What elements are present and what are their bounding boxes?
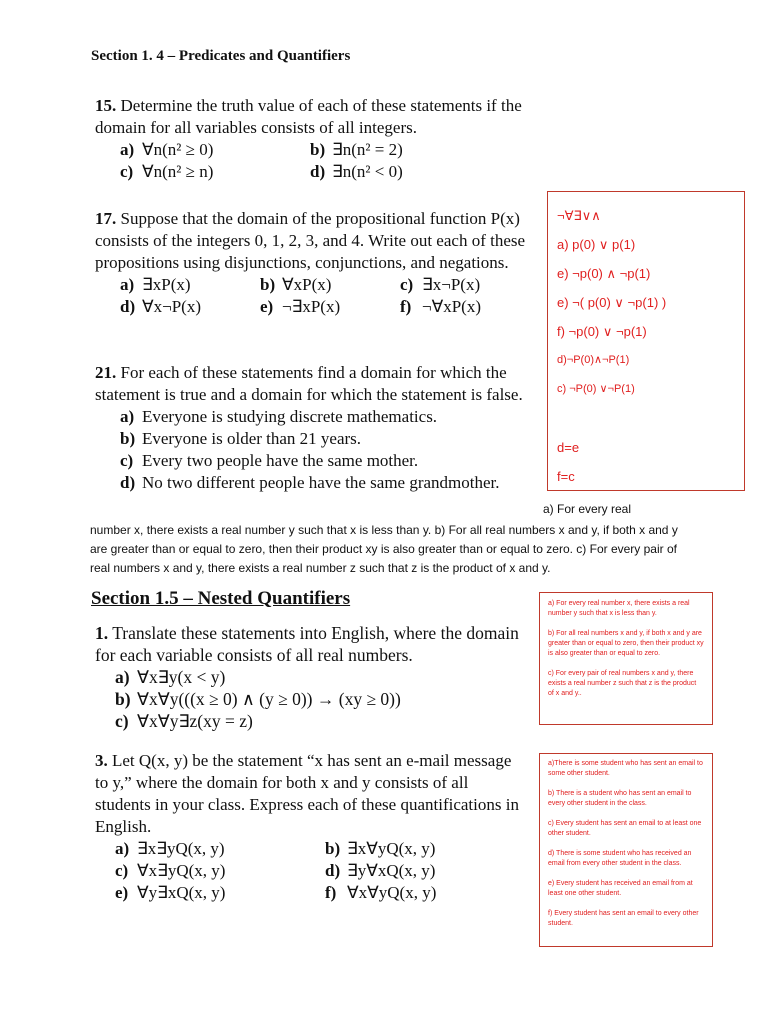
item-label: c) [400, 275, 414, 294]
answer-box-3 [539, 753, 713, 947]
item-label: b) [260, 275, 276, 294]
item-expr: ∀x¬P(x) [142, 297, 201, 316]
problem-text: Suppose that the domain of the propositional function P(x) consists of the integers 0, 1, 2, 3, and 4. Write out each of these propositions using disjunctions, conjunctions, and negations. [95, 209, 526, 272]
item-expr: ∃n(n² = 2) [332, 140, 403, 159]
item-label: d) [310, 162, 326, 181]
item-expr: ¬∀xP(x) [422, 297, 481, 316]
item-text: No two different people have the same grandmother. [142, 473, 500, 492]
item-label: c) [120, 162, 134, 181]
item-expr: ∃y∀xQ(x, y) [347, 861, 436, 880]
answer-line: f) ¬p(0) ∨ ¬p(1) [557, 324, 647, 339]
item-text: Every two people have the same mother. [142, 451, 419, 470]
answer-line: b) There is a student who has sent an email to every other student in the class. [548, 790, 692, 807]
item-label: e) [260, 297, 274, 316]
problem-1 [95, 622, 525, 732]
problem-number: 1. [95, 623, 109, 643]
item-label: a) [120, 140, 135, 159]
item-label: b) [310, 140, 326, 159]
section-heading-1-4: Section 1. 4 – Predicates and Quantifiers [91, 48, 351, 64]
item-expr: ∀n(n² ≥ 0) [142, 140, 214, 159]
item-label: f) [400, 297, 412, 316]
item-label: a) [115, 667, 130, 687]
problem-text: Translate these statements into English, where the domain for each variable consists of all real numbers. [95, 623, 519, 665]
answer-line: d=e [557, 440, 580, 455]
problem-number: 15. [95, 96, 117, 115]
item-expr: ∀xP(x) [282, 275, 332, 294]
item-label: a) [115, 839, 130, 858]
item-label: b) [120, 429, 136, 448]
answer-line: c) Every student has sent an email to at least one other student. [548, 820, 702, 837]
answer-line: ¬∀∃∨∧ [557, 208, 601, 223]
item-label: c) [115, 861, 129, 880]
item-expr: ∀x∃yQ(x, y) [137, 861, 226, 880]
problem-number: 21. [95, 363, 117, 382]
answer-line: e) ¬( p(0) ∨ ¬p(1) ) [557, 295, 667, 310]
answer-line: e) ¬p(0) ∧ ¬p(1) [557, 266, 651, 281]
problem-21 [95, 362, 535, 494]
item-label: c) [115, 711, 129, 731]
problem-17 [95, 208, 533, 318]
inline-answer-start: a) For every real [543, 502, 632, 516]
problem-text: For each of these statements find a domain for which the statement is true and a domain for which the statement is false. [95, 363, 523, 404]
problem-number: 17. [95, 209, 117, 228]
answer-line: a) p(0) ∨ p(1) [557, 237, 636, 252]
answer-line [557, 404, 666, 433]
answer-line: f=c [557, 469, 575, 484]
item-label: d) [120, 297, 136, 316]
item-expr: ∃x¬P(x) [422, 275, 481, 294]
answer-box-1 [539, 592, 713, 725]
item-label: b) [115, 689, 131, 709]
answer-line: e) Every student has received an email from at least one other student. [548, 880, 693, 897]
answer-line: b) For all real numbers x and y, if both x and y are greater than or equal to zero, then their product xy is also greater than or equal to zero. [548, 630, 704, 657]
answer-line: d)¬P(0)∧¬P(1) [557, 354, 630, 366]
answer-line: a)There is some student who has sent an email to some other student. [548, 760, 703, 777]
item-text: Everyone is older than 21 years. [142, 429, 362, 448]
item-expr: ∀n(n² ≥ n) [142, 162, 214, 181]
problem-text: Let Q(x, y) be the statement “x has sent an e-mail message to y,” where the domain for both x and y consists of all students in your class. Express each of these quantifications in English. [95, 751, 519, 836]
section-heading-1-5: Section 1.5 – Nested Quantifiers [91, 588, 351, 609]
inline-answer-paragraph: number x, there exists a real number y such that x is less than y. b) For all real numbers x and y, if both x and y are greater than or equal to zero, then their product xy is also greater than or equal to zero. c) For every pair of real numbers x and y, there exists a real number z such that z is the product of x and y. [90, 523, 678, 575]
answer-line: d) There is some student who has received an email from every other student in the class. [548, 850, 692, 867]
item-label: b) [325, 839, 341, 858]
problem-3 [95, 750, 525, 904]
item-label: a) [120, 275, 135, 294]
item-expr: ∃x∀yQ(x, y) [347, 839, 436, 858]
item-expr: ∀y∃xQ(x, y) [137, 883, 226, 902]
item-label: e) [115, 883, 129, 902]
item-expr: ∃n(n² < 0) [332, 162, 403, 181]
item-expr: ∃x∃yQ(x, y) [137, 839, 225, 858]
problem-15 [95, 95, 535, 183]
item-expr: ¬∃xP(x) [282, 297, 341, 316]
item-expr: ∀x∀y∃z(xy = z) [137, 711, 253, 731]
answer-line: c) For every pair of real numbers x and y, there exists a real number z such that z is the product of x and y.. [548, 670, 697, 697]
answer-box-17 [547, 191, 745, 491]
item-label: f) [325, 883, 337, 902]
answer-line: f) Every student has sent an email to every other student. [548, 910, 699, 927]
item-expr: ∀x∀yQ(x, y) [347, 883, 437, 902]
item-label: d) [325, 861, 341, 880]
item-expr: ∃xP(x) [142, 275, 191, 294]
problem-text: Determine the truth value of each of these statements if the domain for all variables consists of all integers. [95, 96, 522, 137]
item-expr: ∀x∃y(x < y) [137, 667, 226, 687]
item-label: a) [120, 407, 135, 426]
answer-line: a) For every real number x, there exists a real number y such that x is less than y. [548, 600, 690, 617]
problem-number: 3. [95, 751, 108, 770]
item-label: c) [120, 451, 134, 470]
item-text: Everyone is studying discrete mathematics. [142, 407, 438, 426]
item-label: d) [120, 473, 136, 492]
item-expr: ∀x∀y(((x ≥ 0) ∧ (y ≥ 0)) → (xy ≥ 0)) [137, 689, 401, 709]
answer-line: c) ¬P(0) ∨¬P(1) [557, 383, 635, 395]
